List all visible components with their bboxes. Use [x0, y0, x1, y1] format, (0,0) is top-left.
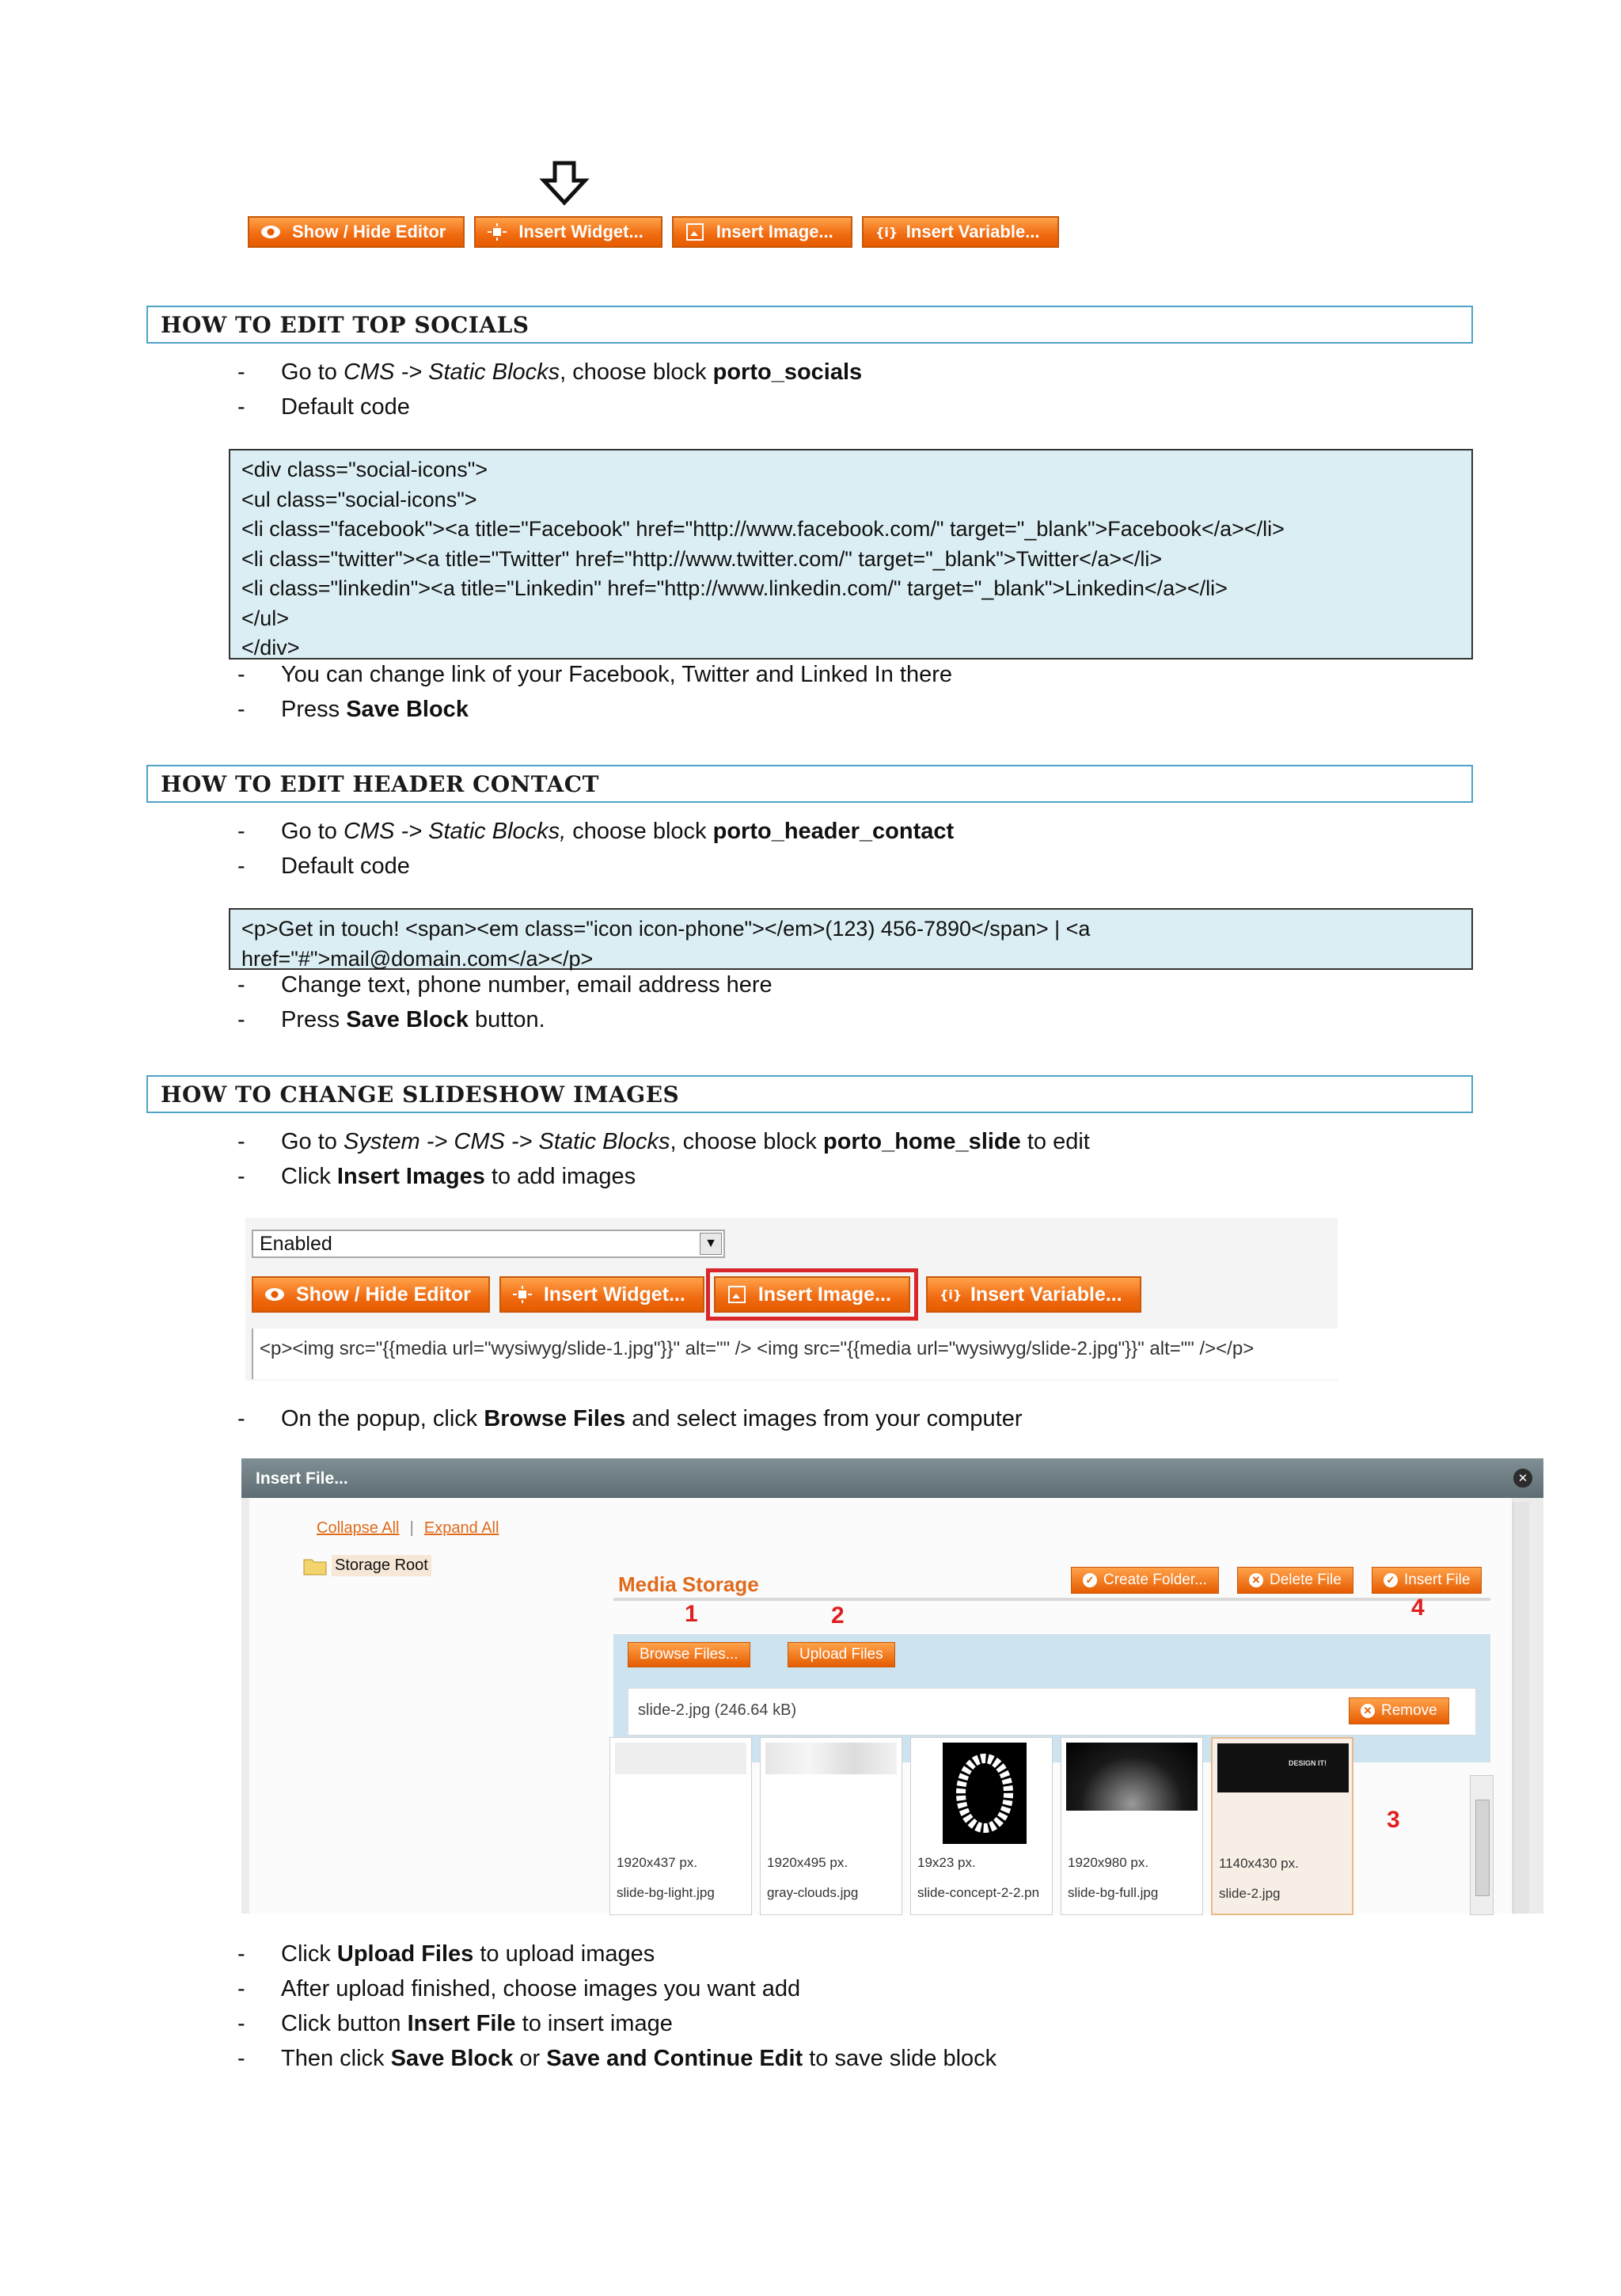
tree-item-storage-root[interactable] [303, 1555, 431, 1576]
collapse-all-link[interactable]: Collapse All [317, 1519, 400, 1537]
editor-screenshot [245, 1218, 1338, 1381]
tree-controls [317, 1519, 499, 1538]
thumb-image [615, 1743, 746, 1774]
section-heading-top-socials: HOW TO EDIT TOP SOCIALS [146, 306, 1473, 344]
marker-1: 1 [685, 1601, 698, 1627]
highlight-box [714, 1276, 910, 1313]
eye-icon [264, 1286, 285, 1303]
eye-icon [260, 223, 281, 241]
delete-file-button[interactable]: ✕ Delete File [1237, 1567, 1353, 1594]
thumb-dimensions: 19x23 px. [917, 1855, 976, 1870]
code-block-header [229, 908, 1473, 970]
code-line: </ul> [241, 606, 290, 630]
show-hide-editor-button[interactable] [248, 216, 465, 248]
code-line: </div> [241, 636, 300, 660]
svg-text:{i}: {i} [875, 225, 898, 240]
image-icon [727, 1286, 747, 1303]
thumb-dimensions: 1920x980 px. [1068, 1855, 1149, 1870]
insert-image-label: Insert Image... [716, 222, 833, 241]
insert-variable-label: Insert Variable... [970, 1283, 1122, 1306]
content-textarea[interactable] [252, 1329, 1338, 1379]
popup-scrollbar[interactable] [1513, 1502, 1529, 1914]
variable-icon [875, 223, 898, 241]
thumb-item[interactable] [1061, 1737, 1203, 1915]
thumb-image [765, 1743, 897, 1774]
storage-root-label: Storage Root [332, 1555, 431, 1576]
thumb-filename: slide-bg-light.jpg [617, 1885, 715, 1900]
widget-icon [512, 1286, 533, 1303]
variable-icon [939, 1286, 962, 1303]
code-line: href="#">mail@domain.com</a></p> [241, 946, 594, 971]
thumb-filename: slide-concept-2-2.pn [917, 1885, 1040, 1900]
code-line: <li class="twitter"><a title="Twitter" href="http://www.twitter.com/" target="_blank">Twitter</a></li> [241, 546, 1163, 571]
thumb-item[interactable] [910, 1737, 1053, 1915]
remove-button[interactable]: ✕ Remove [1349, 1697, 1449, 1724]
divider [613, 1598, 1490, 1601]
scrollbar-thumb[interactable] [1475, 1800, 1490, 1896]
expand-all-link[interactable]: Expand All [423, 1519, 499, 1537]
editor-screenshot-toolbar [252, 1276, 1141, 1313]
code-line: <li class="linkedin"><a title="Linkedin" href="http://www.linkedin.com/" target="_blank">Linkedin</a></li> [241, 576, 1228, 600]
media-storage-title: Media Storage [618, 1572, 759, 1596]
delete-icon: ✕ [1249, 1573, 1263, 1587]
delete-icon: ✕ [1361, 1704, 1375, 1718]
insert-widget-label: Insert Widget... [543, 1283, 685, 1306]
upload-file-row [628, 1688, 1476, 1735]
status-select-value: Enabled [260, 1233, 332, 1255]
insert-variable-button[interactable] [926, 1276, 1141, 1313]
thumb-filename: slide-2.jpg [1219, 1886, 1281, 1901]
show-hide-editor-label: Show / Hide Editor [296, 1283, 471, 1306]
thumb-item[interactable] [609, 1737, 752, 1915]
code-line: <p>Get in touch! <span><em class="icon icon-phone"></em>(123) 456-7890</span> | <a [241, 917, 1091, 941]
insert-image-button[interactable] [672, 216, 852, 248]
folder-icon [303, 1557, 327, 1576]
thumb-image-caption: DESIGN IT! [1288, 1759, 1327, 1767]
editor-toolbar [248, 216, 1059, 248]
insert-variable-label: Insert Variable... [905, 222, 1040, 241]
thumb-image [943, 1743, 1027, 1844]
status-select[interactable] [252, 1230, 725, 1258]
browse-files-button[interactable]: Browse Files... [628, 1642, 750, 1667]
thumb-image [1217, 1743, 1349, 1792]
thumb-dimensions: 1920x437 px. [617, 1855, 698, 1870]
thumb-dimensions: 1140x430 px. [1219, 1856, 1299, 1871]
show-hide-editor-label: Show / Hide Editor [292, 222, 446, 241]
popup-title: Insert File... [241, 1458, 1543, 1498]
marker-4: 4 [1411, 1595, 1425, 1621]
ring-image-icon [943, 1743, 1027, 1844]
insert-file-button[interactable]: ✓ Insert File [1372, 1567, 1482, 1594]
code-line: <div class="social-icons"> [241, 458, 488, 481]
content-text: <p><img src="{{media url="wysiwyg/slide-1.jpg"}}" alt="" /> <img src="{{media url="wysiwyg/slide-2.jpg"}}" alt="" /></p> [260, 1338, 1255, 1359]
widget-icon [487, 223, 507, 241]
thumb-image [1066, 1743, 1198, 1811]
marker-3: 3 [1387, 1807, 1400, 1833]
svg-text:{i}: {i} [939, 1287, 962, 1302]
show-hide-editor-button[interactable] [252, 1276, 490, 1313]
code-line: <li class="facebook"><a title="Facebook" href="http://www.facebook.com/" target="_blank">Facebook</a></li> [241, 517, 1285, 541]
section-heading-header-contact: HOW TO EDIT HEADER CONTACT [146, 765, 1473, 803]
thumbs-scrollbar[interactable] [1470, 1775, 1494, 1915]
close-icon[interactable]: ✕ [1513, 1469, 1532, 1488]
insert-image-button[interactable] [714, 1276, 910, 1313]
thumb-item-selected[interactable] [1211, 1737, 1353, 1915]
thumb-filename: gray-clouds.jpg [767, 1885, 859, 1900]
thumb-dimensions: 1920x495 px. [767, 1855, 848, 1870]
code-line: <ul class="social-icons"> [241, 487, 477, 511]
insert-file-popup-screenshot [241, 1458, 1543, 1914]
thumb-filename: slide-bg-full.jpg [1068, 1885, 1159, 1900]
marker-2: 2 [831, 1602, 845, 1629]
section-heading-slideshow: HOW TO CHANGE SLIDESHOW IMAGES [146, 1075, 1473, 1113]
insert-image-label: Insert Image... [757, 1283, 891, 1306]
uploaded-file-name: slide-2.jpg (246.64 kB) [638, 1701, 797, 1719]
thumb-item[interactable] [760, 1737, 902, 1915]
down-arrow-icon [541, 160, 588, 206]
insert-widget-button[interactable] [474, 216, 662, 248]
upload-files-button[interactable]: Upload Files [788, 1642, 895, 1667]
link-separator: | [409, 1519, 414, 1537]
code-block-socials [229, 449, 1473, 660]
check-icon: ✓ [1083, 1573, 1097, 1587]
image-icon [685, 223, 705, 241]
insert-widget-label: Insert Widget... [518, 222, 643, 241]
chevron-down-icon: ▼ [700, 1233, 722, 1255]
insert-widget-button[interactable] [499, 1276, 704, 1313]
check-icon: ✓ [1384, 1573, 1398, 1587]
create-folder-button[interactable]: ✓ Create Folder... [1071, 1567, 1219, 1594]
insert-variable-button[interactable] [862, 216, 1059, 248]
